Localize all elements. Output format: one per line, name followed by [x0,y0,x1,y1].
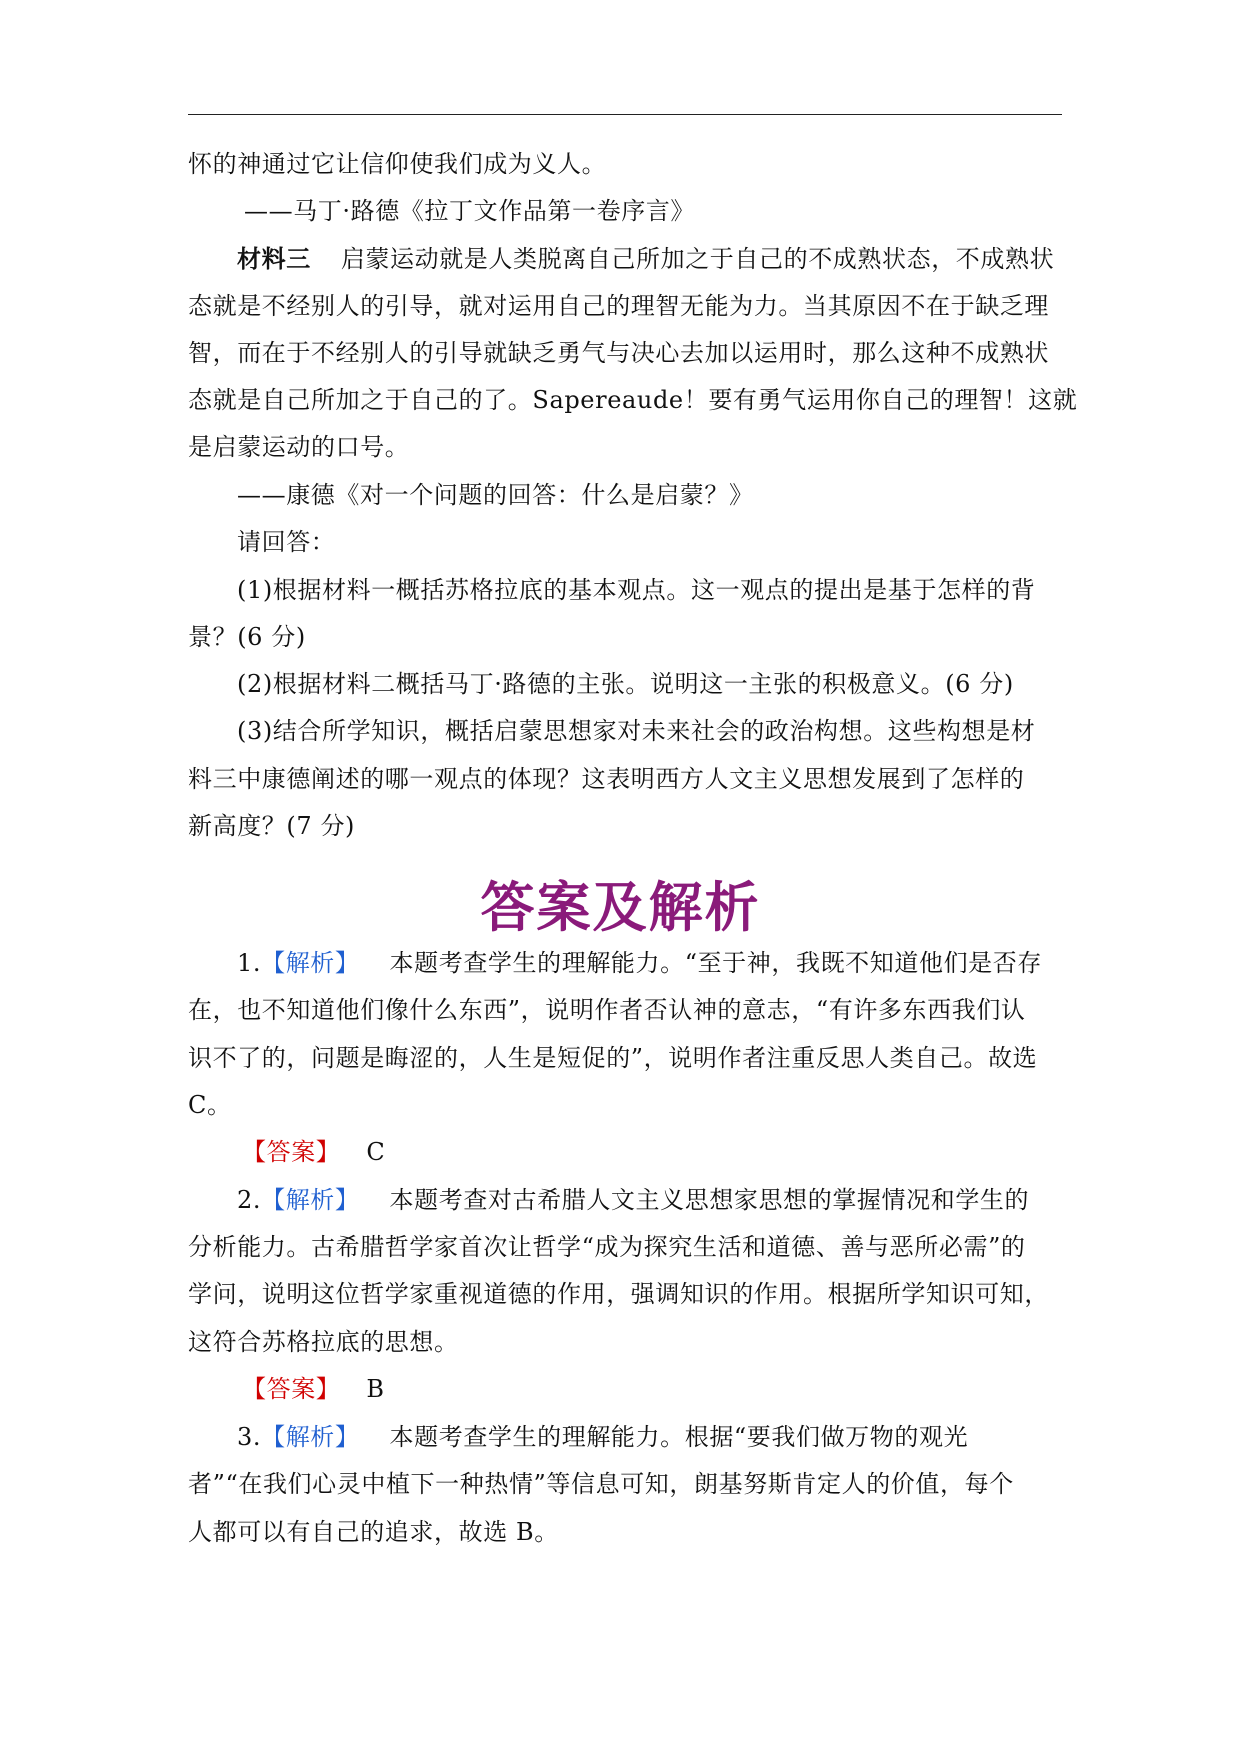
material3-text: 启蒙运动就是人类脱离自己所加之于自己的不成熟状态，不成熟状 [340,245,1055,273]
answer-tag: 【答案】 [242,1138,341,1166]
answer-2-result [242,1372,1066,1406]
question-3-line-3: 新高度？(7 分) [188,812,356,840]
question-1-line-1: (1)根据材料一概括苏格拉底的基本观点。这一观点的提出是基于怎样的背 [237,576,1036,604]
answers-heading: 答案及解析 [480,875,761,939]
header-rule [188,114,1062,115]
answer-1-text: 本题考查学生的理解能力。“至于神，我既不知道他们是否存 [389,949,1042,977]
material3-source: ——康德《对一个问题的回答：什么是启蒙？》 [237,481,754,509]
material3-line-5: 是启蒙运动的口号。 [188,433,410,461]
answer-1-line-1 [237,946,1062,980]
material3-line-2: 态就是不经别人的引导，就对运用自己的理智无能为力。当其原因不在于缺乏理 [188,292,1049,320]
questions-prompt: 请回答： [237,528,336,556]
answer-3-line-3: 人都可以有自己的追求，故选 B。 [188,1518,559,1546]
answer-1-value: C [366,1138,386,1166]
answer-1-line-2: 在，也不知道他们像什么东西”，说明作者否认神的意志，“有许多东西我们认 [188,996,1026,1024]
analysis-tag: 【解析】 [261,1186,360,1214]
material3-label: 材料三 [237,244,311,273]
answer-2-line-2: 分析能力。古希腊哲学家首次让哲学“成为探究生活和道德、善与恶所必需”的 [188,1233,1026,1261]
answer-2-line-3: 学问，说明这位哲学家重视道德的作用，强调知识的作用。根据所学知识可知， [188,1280,1049,1308]
question-1-line-2: 景？(6 分) [188,623,306,651]
answer-1-number: 1. [237,949,262,977]
answer-1-result [242,1135,1066,1169]
answer-2-value: B [366,1375,385,1403]
question-3-line-1: (3)结合所学知识，概括启蒙思想家对未来社会的政治构想。这些构想是材 [237,717,1036,745]
answer-1-line-3: 识不了的，问题是晦涩的，人生是短促的”，说明作者注重反思人类自己。故选 [188,1044,1038,1072]
answer-2-number: 2. [237,1186,262,1214]
answer-2-line-1 [237,1183,1062,1217]
answer-2-text: 本题考查对古希腊人文主义思想家思想的掌握情况和学生的 [389,1186,1030,1214]
answer-2-line-4: 这符合苏格拉底的思想。 [188,1328,459,1356]
analysis-tag: 【解析】 [261,949,360,977]
material3-line-3: 智，而在于不经别人的引导就缺乏勇气与决心去加以运用时，那么这种不成熟状 [188,339,1049,367]
answer-3-line-1 [237,1420,1062,1454]
answer-1-line-4: C。 [188,1091,232,1119]
material3-line-1 [237,242,1062,276]
material3-line-4: 态就是自己所加之于自己的了。Sapereaude！要有勇气运用你自己的理智！这就 [188,386,1078,414]
answer-3-text: 本题考查学生的理解能力。根据“要我们做万物的观光 [389,1423,969,1451]
question-2-line-1: (2)根据材料二概括马丁·路德的主张。说明这一主张的积极意义。(6 分) [237,670,1014,698]
analysis-tag: 【解析】 [261,1423,360,1451]
material2-source: ——马丁·路德《拉丁文作品第一卷序言》 [244,197,696,225]
answer-3-number: 3. [237,1423,262,1451]
answer-3-line-2: 者”“在我们心灵中植下一种热情”等信息可知，朗基努斯肯定人的价值，每个 [188,1470,1014,1498]
question-3-line-2: 料三中康德阐述的哪一观点的体现？这表明西方人文主义思想发展到了怎样的 [188,765,1025,793]
answer-tag: 【答案】 [242,1375,341,1403]
material2-text-line: 怀的神通过它让信仰使我们成为义人。 [188,150,607,178]
